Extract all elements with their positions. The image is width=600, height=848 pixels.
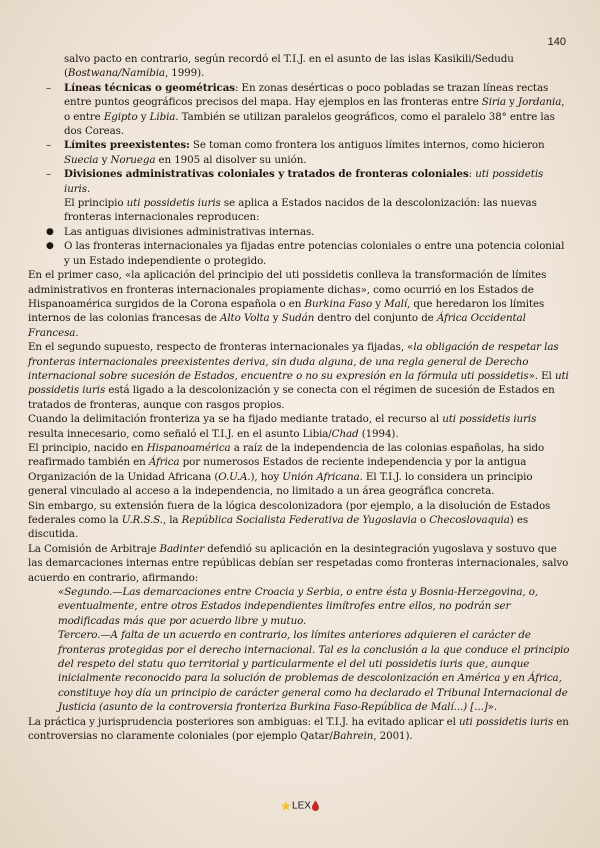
dash-marker: – xyxy=(46,168,52,181)
list-item-colonial-divisions: – Divisiones administrativas coloniales y tratados de fronteras coloniales: uti possidetis iuris. El principio uti possidetis iuris se aplica a Estados nacidos de la descolonización: las nuevas fronteras internacionales reproducen: xyxy=(46,168,544,224)
bullet-item-administrative-divisions: ● Las antiguas divisiones administrativas internas. xyxy=(46,225,315,238)
continuation-paragraph: salvo pacto en contrario, según recordó el T.I.J. en el asunto de las islas Kasikili/Sedudu (Bostwana/Namibia, 1999). xyxy=(64,53,514,80)
drop-icon xyxy=(311,800,320,812)
quote-tercero: Tercero.—A falta de un acuerdo en contrario, los límites anteriores adquieren el carácter de fronteras protegidas por el derecho internacional. Tal es la conclusión a la que conduce el principio del respeto del statu quo territorial y particularmente el del uti possidetis iuris que, aunque inicialmente reconocido para la solución de problemas de descolonización en América y en África, constituye hoy día un principio de carácter general como ha declarado el Tribunal Internacional de Justicia (asunto de la controversia fronteriza Burkina Faso-República de Malí...) [...]». xyxy=(58,629,570,714)
list-item-preexisting-limits: – Límites preexistentes: Se toman como frontera los antiguos límites internos, como hicieron Suecia y Noruega en 1905 al disolver su unión. xyxy=(46,139,545,166)
list-item-geometric-lines: – Líneas técnicas o geométricas: En zonas desérticas o poco pobladas se trazan líneas rectas entre puntos geográficos precisos del mapa. Hay ejemplos en las fronteras entre Siria y Jordania, o entre Egipto y Libia. También se utilizan paralelos geográficos, como el paralelo 38° entre las dos Coreas. xyxy=(46,81,565,138)
dash-marker: – xyxy=(46,139,52,152)
logo-text: LEX xyxy=(292,800,311,812)
paragraph-badinter: La Comisión de Arbitraje Badinter defendió su aplicación en la desintegración yugoslava y sostuvo que las demarcaciones internas entre repúblicas debían ser respetadas como fronteras internacionales, salvo acuerdo en contrario, afirmando: xyxy=(28,542,569,584)
bullet-item-international-borders: ● O las fronteras internacionales ya fijadas entre potencias coloniales o entre una potencia colonial y un Estado independiente o protegido. xyxy=(46,240,565,267)
paragraph-treaty-delimitation: Cuando la delimitación fronteriza ya se ha fijado mediante tratado, el recurso al uti possidetis iuris resulta innecesario, como señaló el T.I.J. en el asunto Libia/Chad (1994). xyxy=(28,413,537,440)
quote-segundo: «Segundo.—Las demarcaciones entre Croacia y Serbia, o entre ésta y Bosnia-Herzegovina, o, eventualmente, entre otros Estados independientes limítrofes entre ellos, no podrán ser modificadas más que por acuerdo libre y mutuo. xyxy=(58,586,539,627)
paragraph-first-case: En el primer caso, «la aplicación del principio del uti possidetis conlleva la transformación de límites administrativos en fronteras internacionales propiamente dichas», como ocurrió en los Estados de Hispanoamérica surgidos de la Corona española o en Burkina Faso y Malí, que heredaron los límites internos de las colonias francesas de Alto Volta y Sudán dentro del conjunto de África Occidental Francesa. xyxy=(28,269,547,339)
paragraph-extension-debate: Sin embargo, su extensión fuera de la lógica descolonizadora (por ejemplo, a la disolución de Estados federales como la U.R.S.S., la República Socialista Federativa de Yugoslavia o Checoslovaquia) es discutida. xyxy=(28,499,551,541)
paragraph-second-case: En el segundo supuesto, respecto de fronteras internacionales ya fijadas, «la obligación de respetar las fronteras internacionales preexistentes deriva, sin duda alguna, de una regla general de Derecho internacional sobre sucesión de Estados, encuentre o no su expresión en la fórmula uti possidetis». El uti possidetis iuris está ligado a la descolonización y se conecta con el régimen de sucesión de Estados en tratados de fronteras, aunque con rasgos propios. xyxy=(28,341,569,411)
paragraph-later-practice: La práctica y jurisprudencia posteriores son ambiguas: el T.I.J. ha evitado aplicar el uti possidetis iuris en controversias no claramente coloniales (por ejemplo Qatar/Bahrein, 2001). xyxy=(28,715,569,743)
star-icon xyxy=(280,800,292,812)
bullet-marker: ● xyxy=(46,241,54,252)
page-number: 140 xyxy=(547,36,566,48)
dash-marker: – xyxy=(46,81,52,94)
footer-logo xyxy=(0,800,600,812)
bullet-marker: ● xyxy=(46,226,54,237)
document-body xyxy=(28,52,570,744)
paragraph-principle-origin: El principio, nacido en Hispanoamérica a raíz de la independencia de las colonias españolas, ha sido reafirmado también en África por numerosos Estados de reciente independencia y por la antigua Organización de la Unidad Africana (O.U.A.), hoy Unión Africana. El T.I.J. lo considera un principio general vinculado al acceso a la independencia, no limitado a un área geográfica concreta. xyxy=(28,441,545,498)
